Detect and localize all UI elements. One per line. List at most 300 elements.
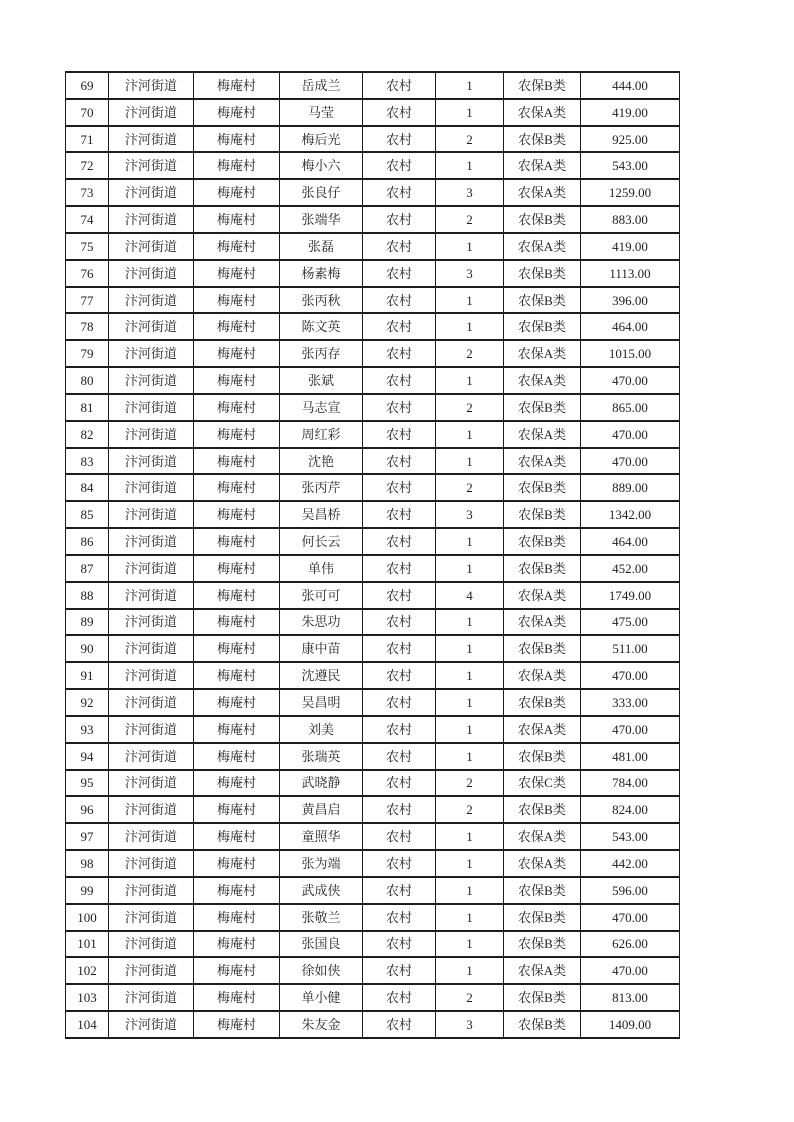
cell-residence: 农村 — [363, 367, 436, 394]
pension-table — [65, 71, 680, 1039]
cell-residence: 农村 — [363, 501, 436, 528]
cell-name: 周红彩 — [280, 421, 363, 448]
cell-street: 汴河街道 — [109, 152, 194, 179]
cell-no: 79 — [66, 340, 109, 367]
cell-name: 张敬兰 — [280, 904, 363, 931]
cell-count: 2 — [436, 796, 504, 823]
table-row — [66, 448, 680, 475]
cell-category: 农保A类 — [504, 152, 581, 179]
cell-category: 农保B类 — [504, 313, 581, 340]
cell-name: 武成侠 — [280, 877, 363, 904]
cell-street: 汴河街道 — [109, 394, 194, 421]
cell-village: 梅庵村 — [194, 528, 280, 555]
cell-street: 汴河街道 — [109, 635, 194, 662]
cell-count: 1 — [436, 609, 504, 636]
cell-count: 2 — [436, 206, 504, 233]
cell-residence: 农村 — [363, 1011, 436, 1038]
cell-name: 徐如侠 — [280, 957, 363, 984]
cell-name: 朱友金 — [280, 1011, 363, 1038]
table-row — [66, 984, 680, 1011]
cell-amount: 865.00 — [581, 394, 680, 421]
cell-amount: 1749.00 — [581, 582, 680, 609]
cell-no: 90 — [66, 635, 109, 662]
cell-street: 汴河街道 — [109, 99, 194, 126]
cell-amount: 419.00 — [581, 99, 680, 126]
cell-category: 农保A类 — [504, 609, 581, 636]
cell-street: 汴河街道 — [109, 367, 194, 394]
cell-amount: 543.00 — [581, 152, 680, 179]
cell-residence: 农村 — [363, 931, 436, 958]
cell-name: 何长云 — [280, 528, 363, 555]
cell-amount: 396.00 — [581, 287, 680, 314]
cell-amount: 470.00 — [581, 716, 680, 743]
cell-street: 汴河街道 — [109, 823, 194, 850]
table-row — [66, 770, 680, 797]
cell-street: 汴河街道 — [109, 313, 194, 340]
table-row — [66, 313, 680, 340]
cell-amount: 1409.00 — [581, 1011, 680, 1038]
cell-village: 梅庵村 — [194, 152, 280, 179]
table-row — [66, 662, 680, 689]
cell-count: 1 — [436, 716, 504, 743]
cell-village: 梅庵村 — [194, 582, 280, 609]
table-row — [66, 233, 680, 260]
cell-count: 1 — [436, 877, 504, 904]
cell-category: 农保B类 — [504, 931, 581, 958]
table-row — [66, 260, 680, 287]
cell-category: 农保B类 — [504, 528, 581, 555]
table-body — [66, 72, 680, 1038]
cell-amount: 481.00 — [581, 743, 680, 770]
cell-residence: 农村 — [363, 555, 436, 582]
cell-residence: 农村 — [363, 287, 436, 314]
table-row — [66, 287, 680, 314]
cell-amount: 1015.00 — [581, 340, 680, 367]
cell-street: 汴河街道 — [109, 555, 194, 582]
cell-name: 单小健 — [280, 984, 363, 1011]
cell-count: 2 — [436, 984, 504, 1011]
cell-village: 梅庵村 — [194, 850, 280, 877]
table-row — [66, 931, 680, 958]
table-row — [66, 1011, 680, 1038]
cell-village: 梅庵村 — [194, 904, 280, 931]
table-row — [66, 206, 680, 233]
cell-count: 2 — [436, 770, 504, 797]
cell-category: 农保A类 — [504, 99, 581, 126]
cell-no: 78 — [66, 313, 109, 340]
cell-name: 梅小六 — [280, 152, 363, 179]
cell-amount: 464.00 — [581, 528, 680, 555]
table-row — [66, 421, 680, 448]
cell-no: 76 — [66, 260, 109, 287]
cell-residence: 农村 — [363, 770, 436, 797]
cell-residence: 农村 — [363, 448, 436, 475]
cell-amount: 1113.00 — [581, 260, 680, 287]
cell-count: 1 — [436, 313, 504, 340]
cell-village: 梅庵村 — [194, 609, 280, 636]
cell-count: 3 — [436, 260, 504, 287]
cell-count: 1 — [436, 743, 504, 770]
cell-no: 87 — [66, 555, 109, 582]
cell-amount: 444.00 — [581, 72, 680, 99]
cell-residence: 农村 — [363, 635, 436, 662]
cell-name: 张丙秋 — [280, 287, 363, 314]
cell-category: 农保B类 — [504, 72, 581, 99]
cell-residence: 农村 — [363, 206, 436, 233]
cell-category: 农保A类 — [504, 340, 581, 367]
table-row — [66, 152, 680, 179]
cell-village: 梅庵村 — [194, 1011, 280, 1038]
cell-count: 1 — [436, 850, 504, 877]
cell-no: 97 — [66, 823, 109, 850]
cell-count: 4 — [436, 582, 504, 609]
cell-category: 农保A类 — [504, 421, 581, 448]
cell-residence: 农村 — [363, 260, 436, 287]
cell-no: 98 — [66, 850, 109, 877]
cell-no: 85 — [66, 501, 109, 528]
cell-no: 100 — [66, 904, 109, 931]
cell-residence: 农村 — [363, 877, 436, 904]
cell-count: 1 — [436, 635, 504, 662]
cell-category: 农保A类 — [504, 582, 581, 609]
cell-name: 沈艳 — [280, 448, 363, 475]
cell-count: 1 — [436, 823, 504, 850]
cell-village: 梅庵村 — [194, 823, 280, 850]
cell-village: 梅庵村 — [194, 931, 280, 958]
cell-street: 汴河街道 — [109, 179, 194, 206]
cell-category: 农保B类 — [504, 689, 581, 716]
cell-name: 朱思功 — [280, 609, 363, 636]
cell-amount: 626.00 — [581, 931, 680, 958]
cell-amount: 824.00 — [581, 796, 680, 823]
cell-amount: 442.00 — [581, 850, 680, 877]
cell-no: 73 — [66, 179, 109, 206]
table-row — [66, 99, 680, 126]
cell-category: 农保B类 — [504, 877, 581, 904]
cell-category: 农保B类 — [504, 126, 581, 153]
cell-street: 汴河街道 — [109, 340, 194, 367]
table-row — [66, 635, 680, 662]
cell-no: 75 — [66, 233, 109, 260]
cell-amount: 925.00 — [581, 126, 680, 153]
cell-village: 梅庵村 — [194, 796, 280, 823]
cell-village: 梅庵村 — [194, 743, 280, 770]
cell-street: 汴河街道 — [109, 931, 194, 958]
cell-name: 岳成兰 — [280, 72, 363, 99]
cell-village: 梅庵村 — [194, 877, 280, 904]
cell-no: 70 — [66, 99, 109, 126]
cell-category: 农保A类 — [504, 957, 581, 984]
table-row — [66, 474, 680, 501]
cell-residence: 农村 — [363, 528, 436, 555]
cell-name: 康中苗 — [280, 635, 363, 662]
cell-street: 汴河街道 — [109, 528, 194, 555]
cell-name: 张丙芹 — [280, 474, 363, 501]
cell-amount: 470.00 — [581, 367, 680, 394]
cell-village: 梅庵村 — [194, 984, 280, 1011]
cell-count: 1 — [436, 957, 504, 984]
cell-category: 农保B类 — [504, 796, 581, 823]
cell-count: 2 — [436, 474, 504, 501]
cell-street: 汴河街道 — [109, 743, 194, 770]
cell-name: 张端华 — [280, 206, 363, 233]
cell-no: 72 — [66, 152, 109, 179]
cell-category: 农保A类 — [504, 716, 581, 743]
cell-residence: 农村 — [363, 904, 436, 931]
cell-count: 2 — [436, 340, 504, 367]
cell-street: 汴河街道 — [109, 582, 194, 609]
cell-count: 1 — [436, 233, 504, 260]
cell-count: 3 — [436, 1011, 504, 1038]
cell-category: 农保B类 — [504, 501, 581, 528]
cell-count: 1 — [436, 421, 504, 448]
cell-street: 汴河街道 — [109, 957, 194, 984]
cell-residence: 农村 — [363, 313, 436, 340]
document-sheet — [65, 71, 680, 1039]
table-row — [66, 555, 680, 582]
cell-count: 2 — [436, 394, 504, 421]
cell-no: 101 — [66, 931, 109, 958]
table-row — [66, 501, 680, 528]
cell-village: 梅庵村 — [194, 260, 280, 287]
cell-count: 1 — [436, 904, 504, 931]
cell-street: 汴河街道 — [109, 984, 194, 1011]
cell-residence: 农村 — [363, 823, 436, 850]
cell-category: 农保A类 — [504, 448, 581, 475]
cell-amount: 452.00 — [581, 555, 680, 582]
cell-street: 汴河街道 — [109, 1011, 194, 1038]
cell-village: 梅庵村 — [194, 501, 280, 528]
cell-residence: 农村 — [363, 474, 436, 501]
cell-no: 93 — [66, 716, 109, 743]
cell-no: 92 — [66, 689, 109, 716]
cell-street: 汴河街道 — [109, 716, 194, 743]
cell-amount: 511.00 — [581, 635, 680, 662]
cell-count: 1 — [436, 528, 504, 555]
cell-village: 梅庵村 — [194, 555, 280, 582]
cell-village: 梅庵村 — [194, 770, 280, 797]
cell-count: 1 — [436, 689, 504, 716]
cell-residence: 农村 — [363, 689, 436, 716]
cell-amount: 813.00 — [581, 984, 680, 1011]
cell-name: 陈文英 — [280, 313, 363, 340]
cell-street: 汴河街道 — [109, 448, 194, 475]
cell-name: 张斌 — [280, 367, 363, 394]
cell-residence: 农村 — [363, 850, 436, 877]
cell-name: 黄昌启 — [280, 796, 363, 823]
cell-no: 104 — [66, 1011, 109, 1038]
table-row — [66, 340, 680, 367]
cell-no: 88 — [66, 582, 109, 609]
cell-category: 农保C类 — [504, 770, 581, 797]
cell-street: 汴河街道 — [109, 126, 194, 153]
table-row — [66, 957, 680, 984]
cell-amount: 1259.00 — [581, 179, 680, 206]
cell-no: 91 — [66, 662, 109, 689]
cell-residence: 农村 — [363, 233, 436, 260]
table-row — [66, 126, 680, 153]
cell-amount: 475.00 — [581, 609, 680, 636]
cell-amount: 470.00 — [581, 957, 680, 984]
cell-count: 1 — [436, 931, 504, 958]
cell-count: 1 — [436, 287, 504, 314]
table-row — [66, 367, 680, 394]
cell-count: 1 — [436, 72, 504, 99]
table-row — [66, 689, 680, 716]
table-row — [66, 609, 680, 636]
cell-no: 77 — [66, 287, 109, 314]
cell-street: 汴河街道 — [109, 796, 194, 823]
table-row — [66, 823, 680, 850]
cell-no: 80 — [66, 367, 109, 394]
cell-street: 汴河街道 — [109, 770, 194, 797]
cell-village: 梅庵村 — [194, 474, 280, 501]
cell-residence: 农村 — [363, 716, 436, 743]
cell-amount: 784.00 — [581, 770, 680, 797]
cell-category: 农保A类 — [504, 850, 581, 877]
cell-name: 张瑞英 — [280, 743, 363, 770]
cell-category: 农保B类 — [504, 394, 581, 421]
cell-village: 梅庵村 — [194, 206, 280, 233]
cell-name: 武晓静 — [280, 770, 363, 797]
cell-no: 83 — [66, 448, 109, 475]
cell-street: 汴河街道 — [109, 474, 194, 501]
cell-amount: 470.00 — [581, 662, 680, 689]
cell-category: 农保B类 — [504, 206, 581, 233]
cell-residence: 农村 — [363, 984, 436, 1011]
cell-amount: 1342.00 — [581, 501, 680, 528]
cell-residence: 农村 — [363, 152, 436, 179]
table-row — [66, 850, 680, 877]
table-row — [66, 394, 680, 421]
cell-village: 梅庵村 — [194, 957, 280, 984]
cell-name: 张为端 — [280, 850, 363, 877]
cell-residence: 农村 — [363, 394, 436, 421]
cell-name: 梅后光 — [280, 126, 363, 153]
cell-amount: 883.00 — [581, 206, 680, 233]
cell-no: 95 — [66, 770, 109, 797]
cell-residence: 农村 — [363, 662, 436, 689]
cell-name: 杨素梅 — [280, 260, 363, 287]
cell-street: 汴河街道 — [109, 662, 194, 689]
cell-village: 梅庵村 — [194, 313, 280, 340]
cell-category: 农保A类 — [504, 233, 581, 260]
cell-name: 吴昌桥 — [280, 501, 363, 528]
cell-category: 农保B类 — [504, 474, 581, 501]
table-row — [66, 528, 680, 555]
cell-no: 71 — [66, 126, 109, 153]
cell-name: 沈遵民 — [280, 662, 363, 689]
cell-category: 农保B类 — [504, 904, 581, 931]
cell-name: 张可可 — [280, 582, 363, 609]
cell-village: 梅庵村 — [194, 72, 280, 99]
cell-street: 汴河街道 — [109, 877, 194, 904]
cell-village: 梅庵村 — [194, 367, 280, 394]
cell-village: 梅庵村 — [194, 126, 280, 153]
cell-street: 汴河街道 — [109, 689, 194, 716]
cell-count: 1 — [436, 99, 504, 126]
cell-category: 农保B类 — [504, 743, 581, 770]
cell-name: 单伟 — [280, 555, 363, 582]
cell-no: 96 — [66, 796, 109, 823]
cell-category: 农保A类 — [504, 823, 581, 850]
cell-village: 梅庵村 — [194, 716, 280, 743]
cell-amount: 596.00 — [581, 877, 680, 904]
cell-street: 汴河街道 — [109, 421, 194, 448]
cell-village: 梅庵村 — [194, 233, 280, 260]
cell-no: 82 — [66, 421, 109, 448]
cell-village: 梅庵村 — [194, 340, 280, 367]
cell-no: 99 — [66, 877, 109, 904]
cell-name: 马莹 — [280, 99, 363, 126]
cell-count: 1 — [436, 555, 504, 582]
cell-residence: 农村 — [363, 582, 436, 609]
cell-residence: 农村 — [363, 340, 436, 367]
cell-village: 梅庵村 — [194, 635, 280, 662]
cell-amount: 543.00 — [581, 823, 680, 850]
cell-village: 梅庵村 — [194, 99, 280, 126]
cell-village: 梅庵村 — [194, 662, 280, 689]
cell-count: 3 — [436, 501, 504, 528]
cell-street: 汴河街道 — [109, 233, 194, 260]
cell-amount: 333.00 — [581, 689, 680, 716]
cell-village: 梅庵村 — [194, 421, 280, 448]
cell-residence: 农村 — [363, 421, 436, 448]
cell-name: 张磊 — [280, 233, 363, 260]
cell-street: 汴河街道 — [109, 904, 194, 931]
cell-amount: 470.00 — [581, 421, 680, 448]
cell-name: 马志宣 — [280, 394, 363, 421]
cell-category: 农保B类 — [504, 984, 581, 1011]
cell-amount: 464.00 — [581, 313, 680, 340]
cell-street: 汴河街道 — [109, 609, 194, 636]
cell-no: 94 — [66, 743, 109, 770]
cell-category: 农保A类 — [504, 662, 581, 689]
cell-street: 汴河街道 — [109, 287, 194, 314]
cell-name: 童照华 — [280, 823, 363, 850]
cell-village: 梅庵村 — [194, 179, 280, 206]
cell-residence: 农村 — [363, 179, 436, 206]
cell-residence: 农村 — [363, 796, 436, 823]
cell-name: 张国良 — [280, 931, 363, 958]
cell-count: 1 — [436, 448, 504, 475]
cell-village: 梅庵村 — [194, 394, 280, 421]
cell-amount: 470.00 — [581, 448, 680, 475]
cell-no: 86 — [66, 528, 109, 555]
cell-category: 农保A类 — [504, 367, 581, 394]
cell-count: 1 — [436, 367, 504, 394]
cell-residence: 农村 — [363, 126, 436, 153]
cell-amount: 470.00 — [581, 904, 680, 931]
cell-no: 81 — [66, 394, 109, 421]
table-row — [66, 796, 680, 823]
table-row — [66, 877, 680, 904]
table-row — [66, 179, 680, 206]
table-row — [66, 904, 680, 931]
cell-category: 农保A类 — [504, 179, 581, 206]
cell-no: 84 — [66, 474, 109, 501]
cell-amount: 419.00 — [581, 233, 680, 260]
cell-street: 汴河街道 — [109, 260, 194, 287]
cell-residence: 农村 — [363, 72, 436, 99]
cell-village: 梅庵村 — [194, 287, 280, 314]
cell-count: 1 — [436, 152, 504, 179]
cell-count: 3 — [436, 179, 504, 206]
cell-name: 吴昌明 — [280, 689, 363, 716]
cell-amount: 889.00 — [581, 474, 680, 501]
cell-no: 74 — [66, 206, 109, 233]
cell-no: 69 — [66, 72, 109, 99]
